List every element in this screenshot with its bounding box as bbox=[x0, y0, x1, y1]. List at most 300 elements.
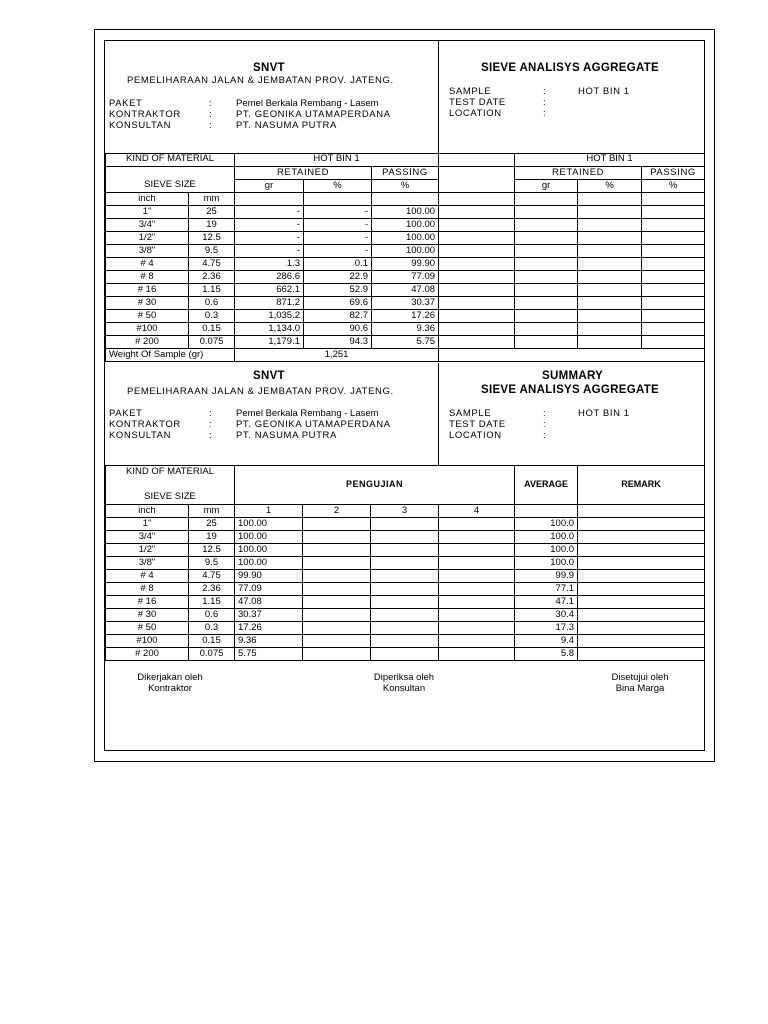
retained-pct: 69.6 bbox=[304, 296, 372, 309]
blank-cell bbox=[642, 270, 705, 283]
remark-value bbox=[578, 582, 705, 595]
sheet-title: SIEVE ANALISYS AGGREGATE bbox=[481, 62, 660, 74]
test-2-value bbox=[303, 608, 371, 621]
signature-contractor bbox=[125, 672, 215, 694]
inch-header: inch bbox=[106, 192, 189, 205]
blank-cell bbox=[642, 335, 705, 348]
test-3-value bbox=[371, 543, 439, 556]
blank-cell bbox=[439, 309, 515, 322]
retained-pct: 90.6 bbox=[304, 322, 372, 335]
sieve-mm: 1.15 bbox=[189, 283, 235, 296]
blank-cell bbox=[106, 478, 235, 491]
org-title: SNVT bbox=[253, 370, 285, 382]
test-1-value: 100.00 bbox=[235, 556, 303, 569]
retained-gr: 1.3 bbox=[235, 257, 304, 270]
test-4-value bbox=[439, 543, 515, 556]
location-label: LOCATION bbox=[449, 430, 502, 441]
kontraktor-sep: : bbox=[209, 109, 212, 120]
test-3-value bbox=[371, 582, 439, 595]
blank-cell bbox=[515, 504, 578, 517]
test-1-value: 47.08 bbox=[235, 595, 303, 608]
sieve-inch: # 8 bbox=[106, 270, 189, 283]
remark-value bbox=[578, 556, 705, 569]
blank-cell bbox=[515, 244, 578, 257]
sieve-inch: 1/2" bbox=[106, 231, 189, 244]
sieve-inch: #100 bbox=[106, 634, 189, 647]
retained-pct: 94.3 bbox=[304, 335, 372, 348]
test-1-value: 9.36 bbox=[235, 634, 303, 647]
test-3-value bbox=[371, 556, 439, 569]
blank-cell bbox=[578, 192, 642, 205]
blank-cell bbox=[578, 231, 642, 244]
test-1-value: 77.09 bbox=[235, 582, 303, 595]
sieve-mm: 12.5 bbox=[189, 543, 235, 556]
retained-pct: - bbox=[304, 218, 372, 231]
table-row bbox=[106, 283, 705, 296]
passing-pct: 100.00 bbox=[372, 231, 439, 244]
blank-cell bbox=[578, 205, 642, 218]
paket-value: Pemel Berkala Rembang - Lasem bbox=[236, 408, 379, 419]
material-name-right: HOT BIN 1 bbox=[515, 153, 705, 166]
retained-pct: 22.9 bbox=[304, 270, 372, 283]
test-date-label: TEST DATE bbox=[449, 97, 506, 108]
blank-cell bbox=[515, 270, 578, 283]
table-row bbox=[106, 270, 705, 283]
retained-gr: 1,134.0 bbox=[235, 322, 304, 335]
konsultan-value: PT. NASUMA PUTRA bbox=[236, 430, 337, 441]
table-row bbox=[106, 595, 705, 608]
test-3-value bbox=[371, 647, 439, 660]
sieve-mm: 2.36 bbox=[189, 582, 235, 595]
signature-party: Kontraktor bbox=[148, 683, 192, 694]
signature-role: Dikerjakan oleh bbox=[137, 672, 203, 683]
blank-cell bbox=[439, 231, 515, 244]
retained-gr: - bbox=[235, 231, 304, 244]
average-value: 30.4 bbox=[515, 608, 578, 621]
paket-label: PAKET bbox=[109, 98, 143, 109]
remark-value bbox=[578, 569, 705, 582]
konsultan-sep: : bbox=[209, 120, 212, 131]
blank-cell bbox=[515, 335, 578, 348]
passing-pct: 100.00 bbox=[372, 218, 439, 231]
blank-cell bbox=[439, 205, 515, 218]
blank-cell bbox=[578, 283, 642, 296]
sieve-mm: 0.6 bbox=[189, 296, 235, 309]
remark-value bbox=[578, 595, 705, 608]
average-value: 47.1 bbox=[515, 595, 578, 608]
paket-sep: : bbox=[209, 98, 212, 109]
sieve-inch: # 30 bbox=[106, 608, 189, 621]
blank-cell bbox=[515, 322, 578, 335]
paket-label: PAKET bbox=[109, 408, 143, 419]
sieve-table bbox=[105, 153, 705, 362]
test-1-value: 100.00 bbox=[235, 543, 303, 556]
sieve-inch: # 200 bbox=[106, 647, 189, 660]
passing-pct: 99.90 bbox=[372, 257, 439, 270]
sieve-size-label: SIEVE SIZE bbox=[106, 179, 235, 192]
test-2-value bbox=[303, 530, 371, 543]
sieve-mm: 4.75 bbox=[189, 569, 235, 582]
average-header: AVERAGE bbox=[515, 465, 578, 504]
blank-cell bbox=[642, 296, 705, 309]
blank-cell bbox=[439, 296, 515, 309]
blank-cell bbox=[304, 192, 372, 205]
blank-cell bbox=[642, 231, 705, 244]
sieve-mm: 1.15 bbox=[189, 595, 235, 608]
sieve-mm: 0.3 bbox=[189, 621, 235, 634]
table-row bbox=[106, 296, 705, 309]
average-value: 100.0 bbox=[515, 530, 578, 543]
org-title: SNVT bbox=[253, 62, 285, 74]
test-3-value bbox=[371, 634, 439, 647]
sieve-mm: 19 bbox=[189, 530, 235, 543]
blank-cell bbox=[439, 348, 515, 361]
sieve-mm: 0.6 bbox=[189, 608, 235, 621]
blank-cell bbox=[578, 504, 705, 517]
weight-label: Weight Of Sample (gr) bbox=[106, 348, 235, 361]
remark-value bbox=[578, 634, 705, 647]
test-col-4-header: 4 bbox=[439, 504, 515, 517]
test-2-value bbox=[303, 569, 371, 582]
pct-passing-header-right: % bbox=[642, 179, 705, 192]
retained-pct: - bbox=[304, 231, 372, 244]
test-4-value bbox=[439, 634, 515, 647]
pct-passing-header: % bbox=[372, 179, 439, 192]
remark-value bbox=[578, 543, 705, 556]
blank-cell bbox=[578, 335, 642, 348]
blank-cell bbox=[578, 218, 642, 231]
inch-header: inch bbox=[106, 504, 189, 517]
konsultan-value: PT. NASUMA PUTRA bbox=[236, 120, 337, 131]
sieve-inch: # 200 bbox=[106, 335, 189, 348]
kontraktor-value: PT. GEONIKA UTAMAPERDANA bbox=[236, 419, 391, 430]
sieve-inch: # 8 bbox=[106, 582, 189, 595]
blank-cell bbox=[515, 231, 578, 244]
test-2-value bbox=[303, 634, 371, 647]
average-value: 5.8 bbox=[515, 647, 578, 660]
weight-value: 1,251 bbox=[235, 348, 439, 361]
passing-pct: 77.09 bbox=[372, 270, 439, 283]
remark-value bbox=[578, 517, 705, 530]
table-row bbox=[106, 530, 705, 543]
sieve-mm: 0.15 bbox=[189, 322, 235, 335]
blank-cell bbox=[578, 322, 642, 335]
table-row bbox=[106, 231, 705, 244]
table-row bbox=[106, 309, 705, 322]
test-3-value bbox=[371, 595, 439, 608]
sieve-mm: 4.75 bbox=[189, 257, 235, 270]
sieve-inch: 3/8" bbox=[106, 244, 189, 257]
table-row bbox=[106, 634, 705, 647]
sieve-mm: 25 bbox=[189, 517, 235, 530]
gr-header-right: gr bbox=[515, 179, 578, 192]
retained-gr: 1,179.1 bbox=[235, 335, 304, 348]
blank-cell bbox=[235, 192, 304, 205]
passing-header-right: PASSING bbox=[642, 166, 705, 179]
table-row bbox=[106, 647, 705, 660]
kind-of-material-label: KIND OF MATERIAL bbox=[106, 465, 235, 478]
blank-cell bbox=[515, 192, 578, 205]
sample-label: SAMPLE bbox=[449, 408, 492, 419]
average-value: 17.3 bbox=[515, 621, 578, 634]
sieve-inch: # 30 bbox=[106, 296, 189, 309]
test-1-value: 100.00 bbox=[235, 530, 303, 543]
sample-label: SAMPLE bbox=[449, 86, 492, 97]
blank-cell bbox=[642, 283, 705, 296]
summary-header bbox=[105, 363, 704, 466]
test-3-value bbox=[371, 621, 439, 634]
average-value: 9.4 bbox=[515, 634, 578, 647]
retained-header: RETAINED bbox=[235, 166, 372, 179]
location-sep: : bbox=[543, 108, 546, 119]
test-1-value: 17.26 bbox=[235, 621, 303, 634]
material-name: HOT BIN 1 bbox=[235, 153, 439, 166]
retained-pct: 82.7 bbox=[304, 309, 372, 322]
blank-cell bbox=[578, 244, 642, 257]
blank-cell bbox=[578, 257, 642, 270]
sieve-inch: 1" bbox=[106, 205, 189, 218]
test-4-value bbox=[439, 621, 515, 634]
signature-party: Konsultan bbox=[382, 683, 426, 694]
passing-pct: 5.75 bbox=[372, 335, 439, 348]
table-row bbox=[106, 543, 705, 556]
blank-cell bbox=[578, 270, 642, 283]
summary-table-body bbox=[106, 517, 705, 660]
blank-cell bbox=[578, 296, 642, 309]
remark-header: REMARK bbox=[578, 465, 705, 504]
average-value: 99.9 bbox=[515, 569, 578, 582]
signature-party: Bina Marga bbox=[615, 683, 665, 694]
test-col-1-header: 1 bbox=[235, 504, 303, 517]
test-3-value bbox=[371, 569, 439, 582]
sieve-inch: 3/4" bbox=[106, 218, 189, 231]
test-date-sep: : bbox=[543, 97, 546, 108]
location-label: LOCATION bbox=[449, 108, 502, 119]
signature-role: Disetujui oleh bbox=[611, 672, 669, 683]
top-header bbox=[105, 41, 704, 154]
sieve-inch: # 16 bbox=[106, 283, 189, 296]
sieve-inch: 1/2" bbox=[106, 543, 189, 556]
retained-gr: 286.6 bbox=[235, 270, 304, 283]
blank-cell bbox=[439, 270, 515, 283]
test-date-label: TEST DATE bbox=[449, 419, 506, 430]
blank-cell bbox=[642, 244, 705, 257]
test-3-value bbox=[371, 517, 439, 530]
test-4-value bbox=[439, 517, 515, 530]
sieve-size-label: SIEVE SIZE bbox=[106, 491, 235, 504]
test-2-value bbox=[303, 556, 371, 569]
signature-bina-marga bbox=[595, 672, 685, 694]
blank-cell bbox=[439, 192, 515, 205]
project-line: PEMELIHARAAN JALAN & JEMBATAN PROV. JATENG. bbox=[127, 386, 394, 397]
test-4-value bbox=[439, 530, 515, 543]
kontraktor-sep: : bbox=[209, 419, 212, 430]
test-date-sep: : bbox=[543, 419, 546, 430]
blank-cell bbox=[439, 322, 515, 335]
remark-value bbox=[578, 621, 705, 634]
test-1-value: 30.37 bbox=[235, 608, 303, 621]
average-value: 77.1 bbox=[515, 582, 578, 595]
retained-pct: - bbox=[304, 205, 372, 218]
passing-pct: 17.26 bbox=[372, 309, 439, 322]
sieve-inch: # 4 bbox=[106, 569, 189, 582]
blank-cell bbox=[515, 309, 578, 322]
average-value: 100.0 bbox=[515, 543, 578, 556]
test-4-value bbox=[439, 556, 515, 569]
blank-cell bbox=[439, 257, 515, 270]
retained-gr: - bbox=[235, 244, 304, 257]
sieve-mm: 25 bbox=[189, 205, 235, 218]
project-line: PEMELIHARAAN JALAN & JEMBATAN PROV. JATENG. bbox=[127, 75, 394, 86]
passing-header: PASSING bbox=[372, 166, 439, 179]
sieve-inch: # 50 bbox=[106, 309, 189, 322]
test-col-2-header: 2 bbox=[303, 504, 371, 517]
test-3-value bbox=[371, 530, 439, 543]
remark-value bbox=[578, 647, 705, 660]
konsultan-label: KONSULTAN bbox=[109, 430, 172, 441]
blank-cell bbox=[515, 218, 578, 231]
retained-pct: 52.9 bbox=[304, 283, 372, 296]
sieve-mm: 12.5 bbox=[189, 231, 235, 244]
konsultan-sep: : bbox=[209, 430, 212, 441]
test-4-value bbox=[439, 595, 515, 608]
sheet-title: SIEVE ANALISYS AGGREGATE bbox=[481, 384, 660, 396]
blank-cell bbox=[439, 166, 515, 179]
kontraktor-label: KONTRAKTOR bbox=[109, 109, 181, 120]
blank-cell bbox=[642, 218, 705, 231]
kontraktor-value: PT. GEONIKA UTAMAPERDANA bbox=[236, 109, 391, 120]
table-row bbox=[106, 205, 705, 218]
blank-cell bbox=[578, 309, 642, 322]
test-2-value bbox=[303, 621, 371, 634]
blank-cell bbox=[642, 192, 705, 205]
blank-cell bbox=[372, 192, 439, 205]
sieve-inch: 3/4" bbox=[106, 530, 189, 543]
passing-pct: 47.08 bbox=[372, 283, 439, 296]
blank-cell bbox=[515, 283, 578, 296]
test-4-value bbox=[439, 582, 515, 595]
location-sep: : bbox=[543, 430, 546, 441]
header-divider bbox=[438, 363, 439, 465]
remark-value bbox=[578, 530, 705, 543]
gr-header: gr bbox=[235, 179, 304, 192]
test-2-value bbox=[303, 647, 371, 660]
sieve-mm: 0.3 bbox=[189, 309, 235, 322]
table-row bbox=[106, 517, 705, 530]
retained-gr: 871.2 bbox=[235, 296, 304, 309]
kind-of-material-label: KIND OF MATERIAL bbox=[106, 153, 235, 166]
table-row bbox=[106, 244, 705, 257]
sieve-mm: 9.5 bbox=[189, 556, 235, 569]
retained-gr: - bbox=[235, 218, 304, 231]
sieve-inch: #100 bbox=[106, 322, 189, 335]
table-row bbox=[106, 621, 705, 634]
pct-header: % bbox=[304, 179, 372, 192]
blank-cell bbox=[439, 283, 515, 296]
paket-sep: : bbox=[209, 408, 212, 419]
sieve-table-body bbox=[106, 205, 705, 348]
passing-pct: 100.00 bbox=[372, 244, 439, 257]
sieve-mm: 9.5 bbox=[189, 244, 235, 257]
sieve-mm: 0.075 bbox=[189, 335, 235, 348]
sample-value: HOT BIN 1 bbox=[578, 408, 630, 419]
table-row bbox=[106, 322, 705, 335]
test-2-value bbox=[303, 543, 371, 556]
sieve-mm: 2.36 bbox=[189, 270, 235, 283]
test-1-value: 5.75 bbox=[235, 647, 303, 660]
table-row bbox=[106, 608, 705, 621]
header-divider bbox=[438, 41, 439, 153]
blank-cell bbox=[642, 257, 705, 270]
passing-pct: 9.36 bbox=[372, 322, 439, 335]
blank-cell bbox=[515, 296, 578, 309]
pengujian-header: PENGUJIAN bbox=[235, 465, 515, 504]
sample-sep: : bbox=[543, 408, 546, 419]
sieve-mm: 0.15 bbox=[189, 634, 235, 647]
average-value: 100.0 bbox=[515, 556, 578, 569]
sample-sep: : bbox=[543, 86, 546, 97]
paket-value: Pemel Berkala Rembang - Lasem bbox=[236, 98, 379, 109]
sieve-inch: # 50 bbox=[106, 621, 189, 634]
test-1-value: 99.90 bbox=[235, 569, 303, 582]
retained-header-right: RETAINED bbox=[515, 166, 642, 179]
sample-value: HOT BIN 1 bbox=[578, 86, 630, 97]
konsultan-label: KONSULTAN bbox=[109, 120, 172, 131]
table-row bbox=[106, 569, 705, 582]
sieve-mm: 0.075 bbox=[189, 647, 235, 660]
test-col-3-header: 3 bbox=[371, 504, 439, 517]
signature-role: Diperiksa oleh bbox=[373, 672, 435, 683]
table-row bbox=[106, 335, 705, 348]
pct-header-right: % bbox=[578, 179, 642, 192]
mm-header: mm bbox=[189, 192, 235, 205]
mm-header: mm bbox=[189, 504, 235, 517]
table-row bbox=[106, 582, 705, 595]
table-row bbox=[106, 556, 705, 569]
summary-title: SUMMARY bbox=[542, 370, 604, 382]
blank-cell bbox=[439, 179, 515, 192]
retained-gr: - bbox=[235, 205, 304, 218]
passing-pct: 100.00 bbox=[372, 205, 439, 218]
kontraktor-label: KONTRAKTOR bbox=[109, 419, 181, 430]
signature-consultant bbox=[359, 672, 449, 694]
test-4-value bbox=[439, 608, 515, 621]
test-3-value bbox=[371, 608, 439, 621]
blank-cell bbox=[515, 257, 578, 270]
test-1-value: 100.00 bbox=[235, 517, 303, 530]
blank-cell bbox=[642, 322, 705, 335]
average-value: 100.0 bbox=[515, 517, 578, 530]
blank-cell bbox=[642, 205, 705, 218]
blank-cell bbox=[642, 309, 705, 322]
sieve-inch: # 4 bbox=[106, 257, 189, 270]
retained-pct: 0.1 bbox=[304, 257, 372, 270]
table-row bbox=[106, 257, 705, 270]
sieve-analysis-sheet bbox=[104, 40, 705, 751]
test-4-value bbox=[439, 569, 515, 582]
sieve-inch: # 16 bbox=[106, 595, 189, 608]
blank-cell bbox=[439, 153, 515, 166]
remark-value bbox=[578, 608, 705, 621]
test-4-value bbox=[439, 647, 515, 660]
blank-cell bbox=[106, 166, 235, 179]
blank-cell bbox=[515, 348, 705, 361]
sieve-inch: 1" bbox=[106, 517, 189, 530]
blank-cell bbox=[515, 205, 578, 218]
sieve-mm: 19 bbox=[189, 218, 235, 231]
blank-cell bbox=[439, 218, 515, 231]
table-row bbox=[106, 218, 705, 231]
